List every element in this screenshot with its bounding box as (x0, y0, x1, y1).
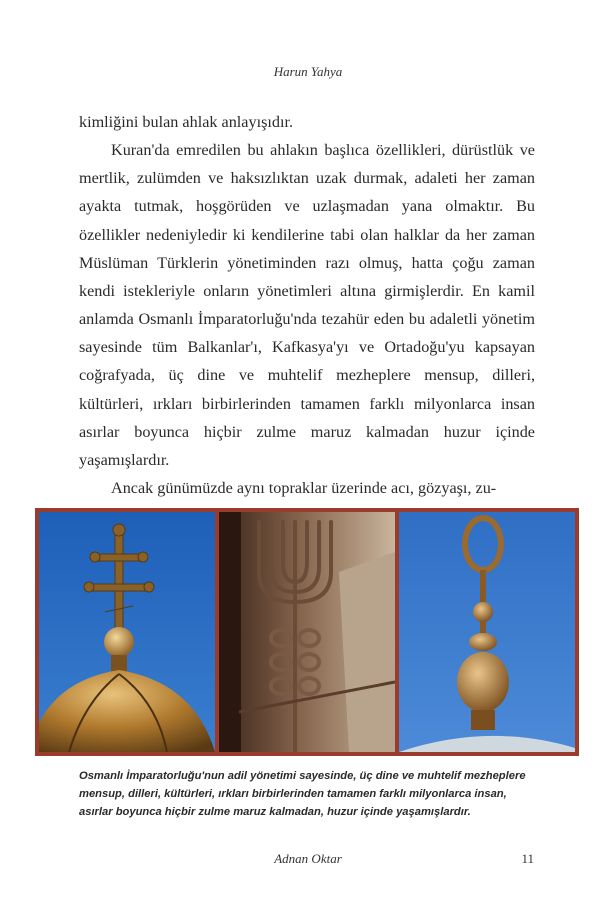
photo-cross (39, 512, 215, 752)
body-text (79, 108, 535, 502)
running-footer: Adnan Oktar (274, 851, 342, 866)
photo-frame (35, 508, 579, 756)
paragraph-continuation: kimliğini bulan ahlak anlayışıdır. (79, 113, 294, 131)
paragraph-main: Kuran'da emredilen bu ahlakın başlıca özellikleri, dürüstlük ve mertlik, zulümden ve haksızlıktan uzak durmak, adaleti her zaman ayakta tutmak, hoşgörüden ve uzlaşmadan yana olmaktır. Bu özellikler nedeniyledir ki kendilerine tabi olan halklar da her zaman Müslüman Türklerin yönetiminden razı olmuş, hatta çoğu zaman kendi istekleriyle onların yönetimleri altına girmişlerdir. En kamil anlamda Osmanlı İmparatorluğu'nda tezahür eden bu adaletli yönetim sayesinde tüm Balkanlar'ı, Kafkasya'yı ve Ortadoğu'yu kapsayan coğrafyada, üç dine ve muhtelif mezheplere mensup, dilleri, kültürleri, ırkları birbirlerinden tamamen farklı milyonlarca insan asırlar boyunca hiçbir zulme maruz kalmadan huzur içinde yaşamışlardır. (79, 141, 535, 469)
caption-text: Osmanlı İmparatorluğu'nun adil yönetimi sayesinde, üç dine ve muhtelif mezheplere mensup, dilleri, kültürleri, ırkları birbirlerinden tamamen farklı milyonlarca insan, asırlar boyunca hiçbir zulme maruz kalmadan, huzur içinde yaşamışlardır. (79, 770, 526, 818)
photo-crescent (399, 512, 575, 752)
photo-menorah (219, 512, 395, 752)
page-number: 11 (521, 851, 534, 866)
running-header: Harun Yahya (273, 64, 343, 79)
figure-caption (79, 767, 539, 821)
paragraph-last: Ancak günümüzde aynı topraklar üzerinde acı, gözyaşı, zu- (111, 479, 497, 498)
